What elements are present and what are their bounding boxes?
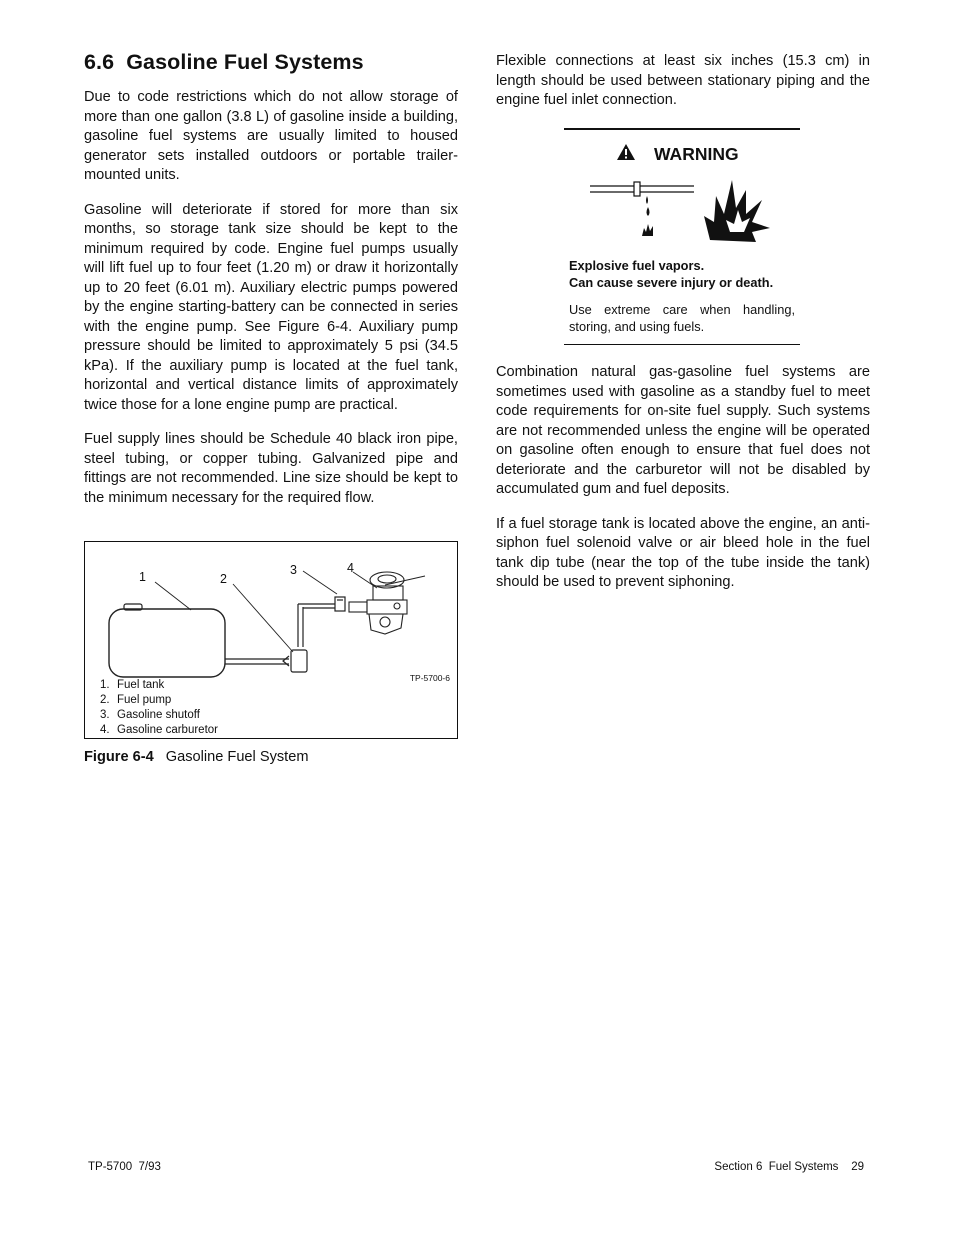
warning-title: Explosive fuel vapors. Can cause severe injury or death. — [569, 258, 774, 290]
paragraph: Flexible connections at least six inches (15.3 cm) in length should be used between stationary piping and the engine fuel inlet connection. — [496, 53, 870, 108]
right-column — [496, 52, 870, 126]
paragraph: Combination natural gas-gasoline fuel systems are sometimes used with gasoline as a standby fuel to meet code requirements for on-site fuel supply. Such systems are not recommended unless the engine will be operated on gasoline often enough to ensure that fuel does not deteriorate and the carburetor will not be disabled by accumulated gum and fuel deposits. — [496, 364, 870, 497]
right-column-continued — [496, 363, 870, 608]
callout-number: 2 — [220, 572, 227, 586]
left-column — [84, 50, 458, 523]
fuel-leak-icon — [590, 182, 694, 236]
section-number: 6.6 — [84, 50, 115, 74]
paragraph: Gasoline will deteriorate if stored for more than six months, so storage tank size should be kept to the minimum required by code. Engine fuel pumps usually will lift fuel up to four feet (1.20 m) or draw it horizontally up to 20 feet (6.01 m). Auxiliary electric pumps powered by the engine starting-battery can be connected in series with the engine pump. See Figure 6-4. Auxiliary pump pressure should be limited to approximately 5 psi (34.5 kPa). If the auxiliary pump is located at the fuel tank, horizontal and vertical distance limits of approximately twice those for a lone engine pump are practical. — [84, 201, 458, 413]
fuel-line-drawing — [225, 604, 337, 664]
figure-caption — [84, 749, 309, 765]
callout-number: 1 — [139, 570, 146, 584]
fuel-pump-drawing — [283, 650, 307, 672]
warning-triangle-icon — [616, 143, 636, 166]
callout-number: 4 — [347, 561, 354, 575]
warning-heading — [616, 143, 739, 166]
figure-caption-label: Figure 6-4 — [84, 749, 154, 765]
warning-heading-text: WARNING — [654, 144, 739, 164]
shutoff-valve-drawing — [335, 597, 345, 611]
paragraph: If a fuel storage tank is located above the engine, an anti-siphon fuel solenoid valve or air bleed hole in the fuel tank dip tube (near the top of the tube inside the tank) should be used to prevent siphoning. — [496, 515, 870, 590]
figure-fuel-system — [84, 541, 458, 739]
legend-item: 1. Fuel tank — [100, 679, 165, 691]
legend-item: 4. Gasoline carburetor — [100, 724, 218, 736]
footer-section-page: Section 6 Fuel Systems 29 — [714, 1161, 864, 1173]
warning-box — [564, 128, 800, 345]
legend-item: 2. Fuel pump — [100, 694, 172, 706]
paragraph: Due to code restrictions which do not allow storage of more than one gallon (3.8 L) of gasoline inside a building, gasoline fuel systems are usually limited to housed generator sets installed outdoors or portable trailer-mounted units. — [84, 89, 458, 183]
figure-legend — [100, 678, 218, 738]
figure-caption-text: Gasoline Fuel System — [165, 749, 309, 765]
hazard-pictogram — [590, 176, 780, 246]
footer-doc-id: TP-5700 7/93 — [88, 1161, 161, 1173]
paragraph: Fuel supply lines should be Schedule 40 black iron pipe, steel tubing, or copper tubing. Galvanized pipe and fittings are not recommended. Line size should be kept to the minimum necessary for the required flow. — [84, 431, 458, 506]
carburetor-drawing — [349, 572, 407, 634]
warning-body: Use extreme care when handling, storing, and using fuels. — [569, 302, 795, 334]
legend-item: 3. Gasoline shutoff — [100, 709, 200, 721]
explosion-icon — [704, 180, 770, 242]
figure-code: TP-5700-6 — [409, 673, 450, 683]
section-heading — [84, 50, 458, 75]
fuel-tank-drawing — [109, 604, 225, 677]
callout-number: 3 — [290, 563, 297, 577]
section-title: Gasoline Fuel Systems — [126, 50, 364, 74]
